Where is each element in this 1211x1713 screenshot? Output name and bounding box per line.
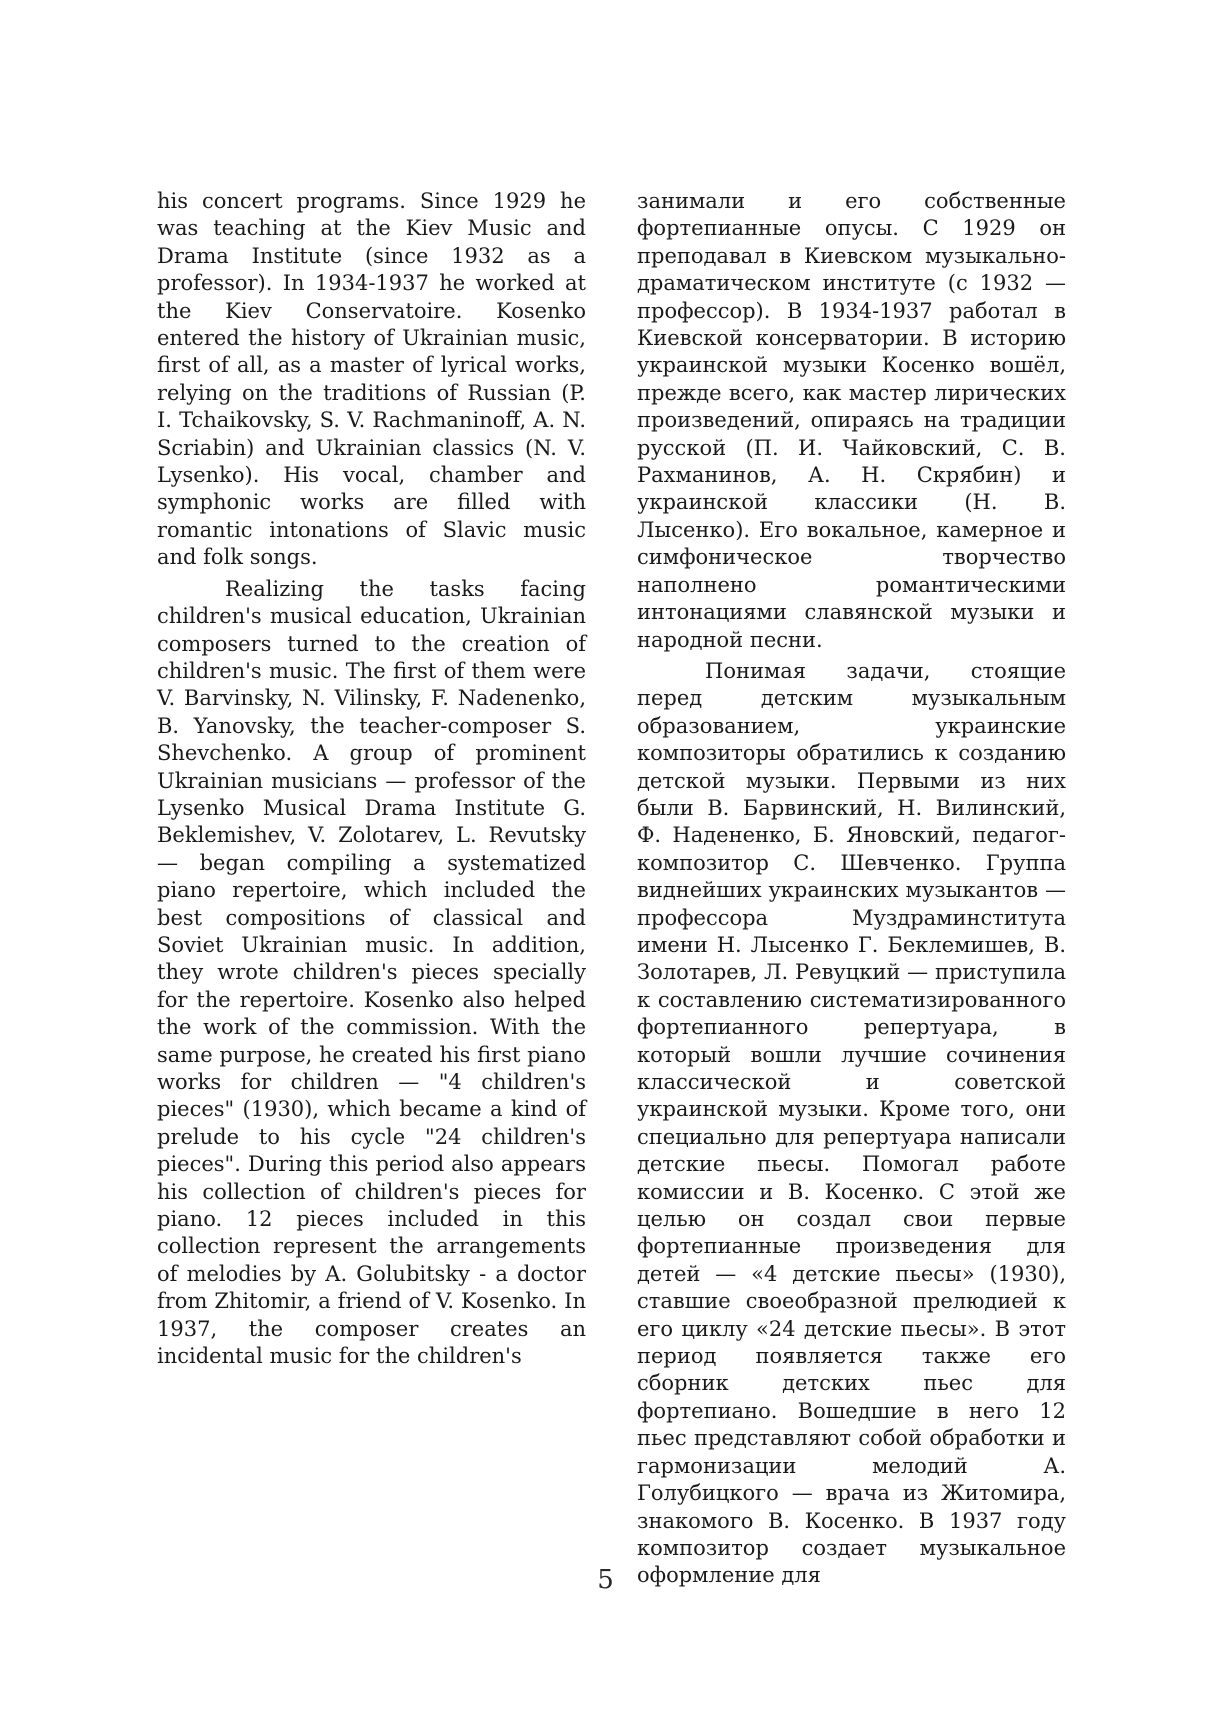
russian-column bbox=[637, 188, 1066, 1590]
english-paragraph-1: his concert programs. Since 1929 he was teaching at the Kiev Music and Drama Institute (since 1932 as a professor). In 1934-1937 he worked at the Kiev Conservatoire. Kosenko entered the history of Ukrainian music, first of all, as a master of lyrical works, relying on the traditions of Russian (P. I. Tchaikovsky, S. V. Rachmaninoff, A. N. Scriabin) and Ukrainian classics (N. V. Lysenko). His vocal, chamber and symphonic works are filled with romantic intonations of Slavic music and folk songs. bbox=[157, 189, 586, 570]
russian-paragraph-2: Понимая задачи, стоящие перед детским музыкальным образованием, украинские композиторы обратились к созданию детской музыки. Первыми из них были В. Барвинский, Н. Вилинский, Ф. Надененко, Б. Яновский, педагог-композитор С. Шевченко. Группа виднейших украинских музыкантов — профессора Муздраминститута имени Н. Лысенко Г. Беклемишев, В. Золотарев, Л. Ревуцкий — приступила к составлению систематизированного фортепианного репертуара, в который вошли лучшие сочинения классической и советской украинской музыки. Кроме того, они специально для репертуара написали детские пьесы. Помогал работе комиссии и В. Косенко. С этой же целью он создал свои первые фортепианные произведения для детей — «4 детские пьесы» (1930), ставшие своеобразной прелюдией к его циклу «24 детские пьесы». В этот период появляется также его сборник детских пьес для фортепиано. Вошедшие в него 12 пьес представляют собой обработки и гармонизации мелодий А. Голубицкого — врача из Житомира, знакомого В. Косенко. В 1937 году композитор создает музыкальное оформление для bbox=[637, 658, 1066, 1588]
russian-paragraph-1: занимали и его собственные фортепианные опусы. С 1929 он преподавал в Киевском музыкально-драматическом институте (с 1932 — профессор). В 1934-1937 работал в Киевской консерватории. В историю украинской музыки Косенко вошёл, прежде всего, как мастер лирических произведений, опираясь на традиции русской (П. И. Чайковский, С. В. Рахманинов, А. Н. Скрябин) и украинской классики (Н. В. Лысенко). Его вокальное, камерное и симфоническое творчество наполнено романтическими интонациями славянской музыки и народной песни. bbox=[637, 189, 1066, 652]
english-column bbox=[157, 188, 586, 1370]
english-paragraph-2: Realizing the tasks facing children's musical education, Ukrainian composers turned to the creation of children's music. The first of them were V. Barvinsky, N. Vilinsky, F. Nadenenko, B. Yanovsky, the teacher-composer S. Shevchenko. A group of prominent Ukrainian musicians — professor of the Lysenko Musical Drama Institute G. Beklemishev, V. Zolotarev, L. Revutsky — began compiling a systematized piano repertoire, which included the best compositions of classical and Soviet Ukrainian music. In addition, they wrote children's pieces specially for the repertoire. Kosenko also helped the work of the commission. With the same purpose, he created his first piano works for children — "4 children's pieces" (1930), which became a kind of prelude to his cycle "24 children's pieces". During this period also appears his collection of children's pieces for piano. 12 pieces included in this collection represent the arrangements of melodies by A. Golubitsky - a doctor from Zhitomir, a friend of V. Kosenko. In 1937, the composer creates an incidental music for the children's bbox=[157, 576, 586, 1369]
page-number: 5 bbox=[597, 1565, 614, 1595]
